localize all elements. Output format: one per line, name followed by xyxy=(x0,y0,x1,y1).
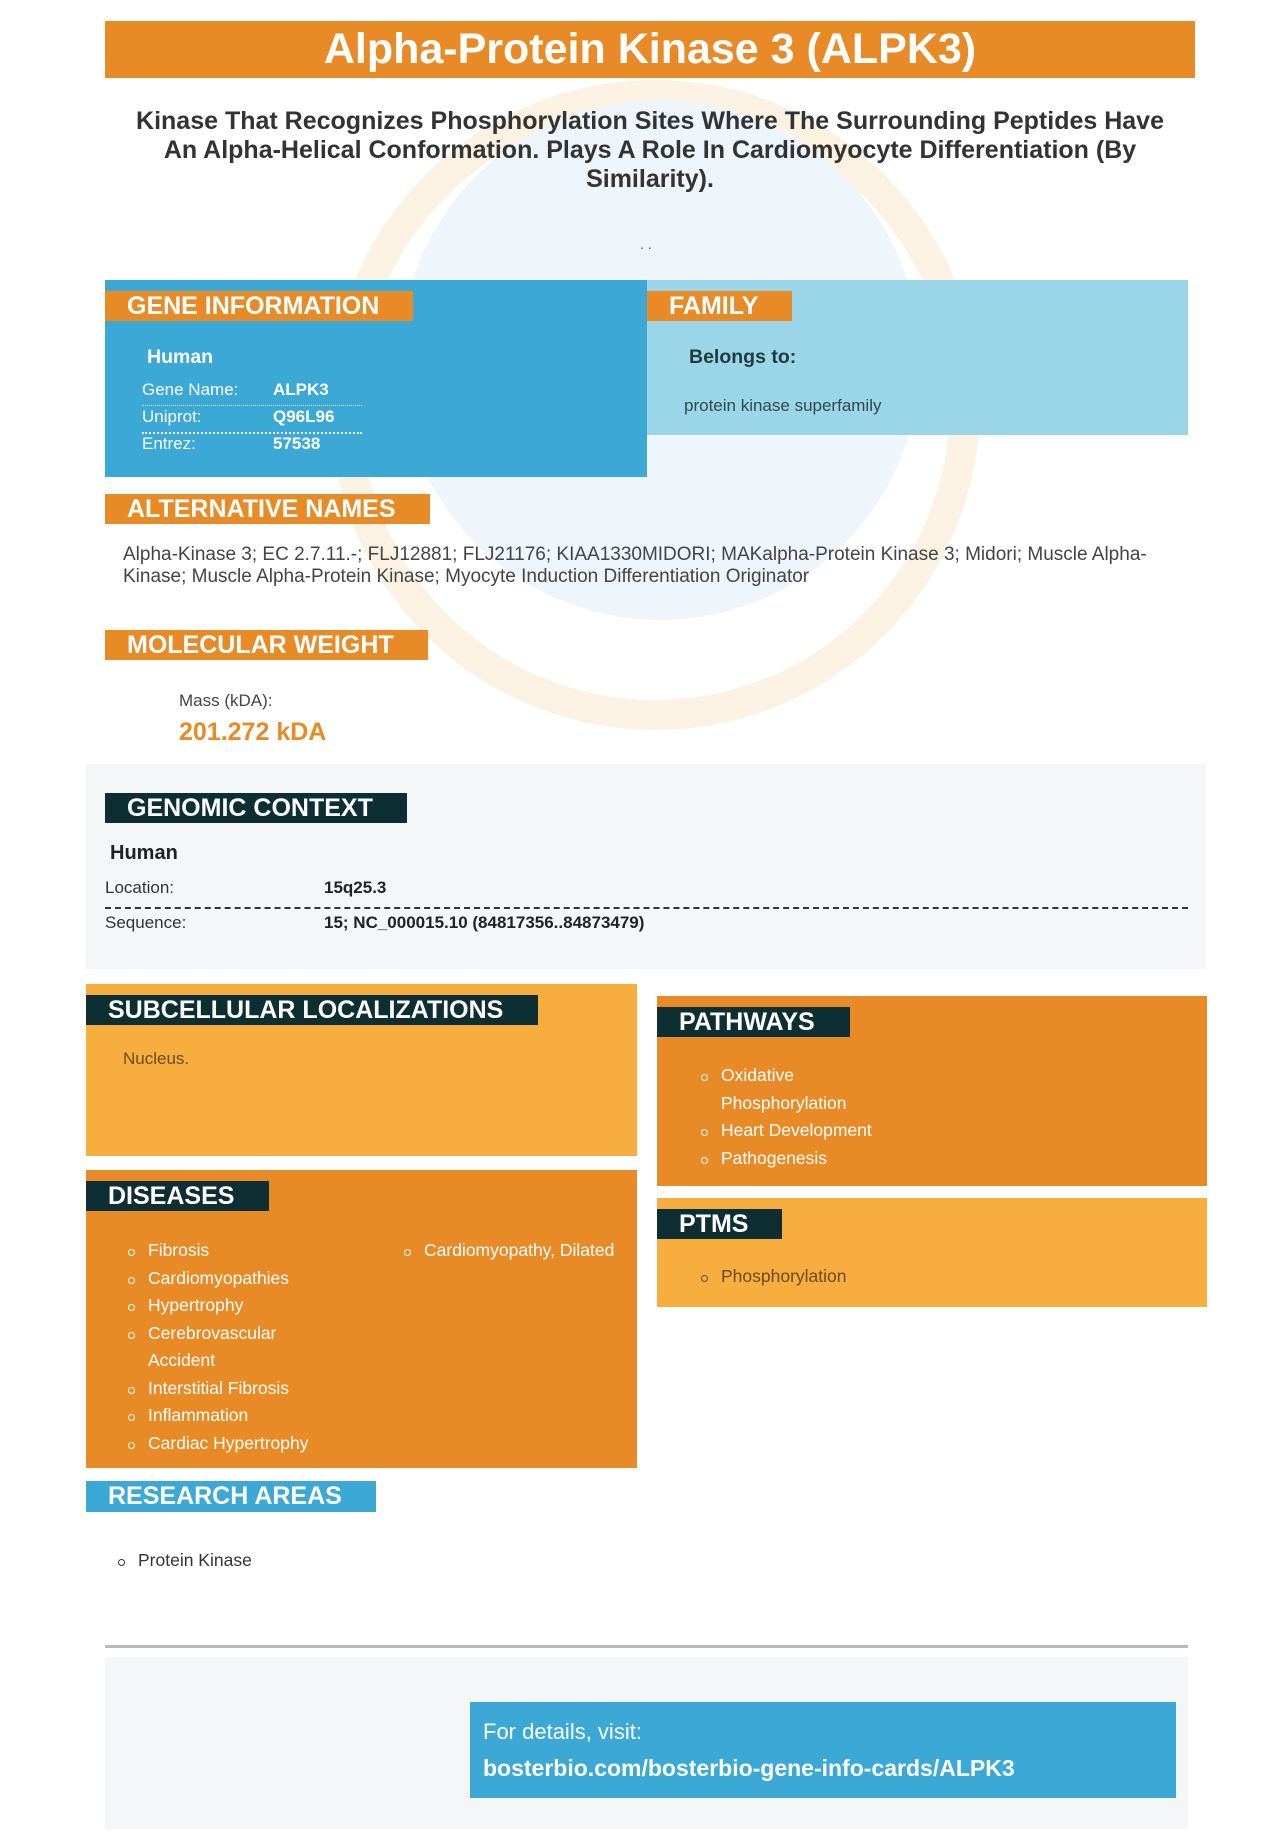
disease-item[interactable]: Cardiac Hypertrophy xyxy=(128,1430,318,1458)
pathways-panel xyxy=(657,996,1207,1186)
ptms-header: PTMS xyxy=(657,1209,782,1239)
genomic-species: Human xyxy=(110,842,178,864)
disease-item[interactable]: Cardiomyopathies xyxy=(128,1265,318,1293)
entrez-label: Entrez: xyxy=(142,434,196,453)
gene-info-header: GENE INFORMATION xyxy=(105,291,413,321)
subcellular-header: SUBCELLULAR LOCALIZATIONS xyxy=(86,995,538,1025)
pathway-item[interactable]: Pathogenesis xyxy=(701,1145,901,1173)
disease-item[interactable]: Interstitial Fibrosis xyxy=(128,1375,318,1403)
details-box[interactable] xyxy=(470,1702,1176,1798)
mol-weight-header: MOLECULAR WEIGHT xyxy=(105,630,428,660)
family-header: FAMILY xyxy=(647,291,792,321)
gene-name-label: Gene Name: xyxy=(142,380,239,399)
gene-name-value: ALPK3 xyxy=(273,380,329,399)
uniprot-row xyxy=(142,405,362,434)
ptm-item[interactable]: Phosphorylation xyxy=(701,1263,1001,1291)
location-value: 15q25.3 xyxy=(324,878,387,897)
entrez-row xyxy=(142,432,362,459)
gene-name-row xyxy=(142,378,362,406)
pathway-item[interactable]: Oxidative Phosphorylation xyxy=(701,1062,901,1117)
family-belongs-label: Belongs to: xyxy=(689,346,797,368)
uniprot-value[interactable]: Q96L96 xyxy=(273,407,335,426)
location-label: Location: xyxy=(105,878,174,897)
gene-info-panel xyxy=(105,280,647,477)
research-list xyxy=(118,1547,418,1575)
disease-item[interactable]: Inflammation xyxy=(128,1402,318,1430)
alt-names-text: Alpha-Kinase 3; EC 2.7.11.-; FLJ12881; FLJ21176; KIAA1330MIDORI; MAKalpha-Protein Kinase 3; Midori; Muscle Alpha-Kinase; Muscle Alpha-Protein Kinase; Myocyte Induction Differentiation Originator xyxy=(123,544,1147,587)
disease-item[interactable]: Fibrosis xyxy=(128,1237,318,1265)
diseases-list-col2 xyxy=(404,1237,629,1265)
disease-item[interactable]: Hypertrophy xyxy=(128,1292,318,1320)
title-bar xyxy=(105,21,1195,78)
research-item[interactable]: Protein Kinase xyxy=(118,1547,418,1575)
uniprot-label: Uniprot: xyxy=(142,407,202,426)
ptms-list xyxy=(701,1263,1001,1291)
genomic-header: GENOMIC CONTEXT xyxy=(105,793,407,823)
dots: . . xyxy=(640,236,652,252)
pathways-header: PATHWAYS xyxy=(657,1007,850,1037)
pathway-item[interactable]: Heart Development xyxy=(701,1117,901,1145)
research-header: RESEARCH AREAS xyxy=(86,1481,376,1512)
diseases-list-col1 xyxy=(128,1237,318,1457)
subcellular-text: Nucleus. xyxy=(123,1049,190,1068)
family-panel xyxy=(647,280,1188,435)
page-subtitle: Kinase That Recognizes Phosphorylation Sites Where The Surrounding Peptides Have An Alpha-Helical Conformation. Plays A Role In Cardiomyocyte Differentiation (By Similarity). xyxy=(136,107,1164,193)
genomic-context-panel xyxy=(86,764,1206,969)
details-link[interactable]: bosterbio.com/bosterbio-gene-info-cards/ALPK3 xyxy=(483,1755,1015,1781)
subcellular-panel xyxy=(86,984,637,1156)
mass-value: 201.272 kDA xyxy=(179,718,327,746)
ptms-panel xyxy=(657,1198,1207,1307)
mass-label: Mass (kDA): xyxy=(179,691,273,710)
sequence-label: Sequence: xyxy=(105,913,187,932)
entrez-value[interactable]: 57538 xyxy=(273,434,321,453)
diseases-panel xyxy=(86,1170,637,1468)
family-value: protein kinase superfamily xyxy=(684,396,882,415)
gene-info-species: Human xyxy=(147,346,214,368)
disease-item[interactable]: Cardiomyopathy, Dilated xyxy=(404,1237,629,1265)
alt-names-header: ALTERNATIVE NAMES xyxy=(105,494,430,524)
location-row xyxy=(105,874,1188,909)
diseases-header: DISEASES xyxy=(86,1181,269,1211)
sequence-value: 15; NC_000015.10 (84817356..84873479) xyxy=(324,913,645,932)
page-title: Alpha-Protein Kinase 3 (ALPK3) xyxy=(323,25,977,73)
footer xyxy=(105,1657,1188,1829)
details-label: For details, visit: xyxy=(483,1719,642,1744)
pathways-list xyxy=(701,1062,901,1172)
disease-item[interactable]: Cerebrovascular Accident xyxy=(128,1320,318,1375)
sequence-row xyxy=(105,909,1188,939)
footer-divider xyxy=(105,1645,1188,1648)
